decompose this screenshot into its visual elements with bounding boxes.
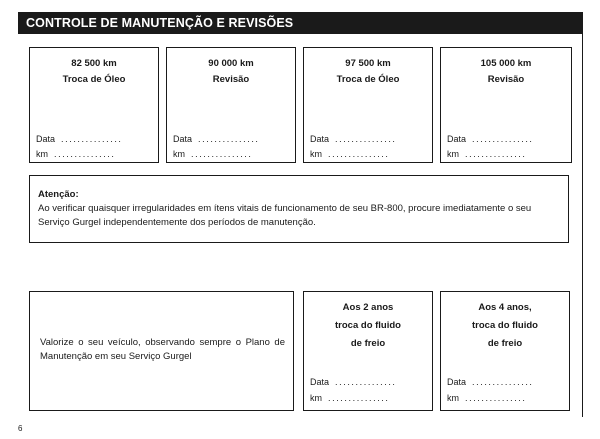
- km-field: [310, 149, 390, 159]
- date-field: [447, 134, 534, 144]
- km-blank: ...............: [465, 149, 527, 159]
- km-blank: ...............: [465, 393, 527, 403]
- card-km: 105 000 km: [480, 58, 532, 69]
- maintenance-card: [303, 47, 433, 163]
- km-field: [447, 393, 527, 403]
- maintenance-card: [29, 47, 159, 163]
- maintenance-card: [166, 47, 296, 163]
- card-line-3: de freio: [350, 338, 386, 349]
- km-label: km: [447, 149, 459, 159]
- card-service: Troca de Óleo: [336, 74, 400, 85]
- date-label: Data: [310, 134, 330, 144]
- date-blank: ...............: [472, 134, 534, 144]
- notice-body: Ao verificar quaisquer irregularidades em ítens vitais de funcionamento de seu BR-800, procure imediatamente o seu Serviço Gurgel independentemente dos períodos de manutenção.: [38, 203, 532, 228]
- date-field: [310, 377, 397, 387]
- km-label: km: [36, 149, 48, 159]
- page-header: [18, 12, 583, 34]
- date-blank: ...............: [61, 134, 123, 144]
- card-line-2: troca do fluido: [335, 320, 401, 331]
- km-blank: ...............: [328, 393, 390, 403]
- date-label: Data: [173, 134, 193, 144]
- card-line-1: Aos 2 anos: [342, 302, 394, 313]
- tip-text: Valorize o seu veículo, observando sempre o Plano de Manutenção em seu Serviço Gurgel: [40, 337, 285, 362]
- date-blank: ...............: [472, 377, 534, 387]
- card-km: 97 500 km: [345, 58, 391, 69]
- km-field: [447, 149, 527, 159]
- card-line-3: de freio: [487, 338, 523, 349]
- date-label: Data: [447, 134, 467, 144]
- km-label: km: [310, 149, 322, 159]
- date-field: [310, 134, 397, 144]
- notice-title: Atenção:: [38, 189, 79, 200]
- tip-box: [29, 291, 294, 411]
- date-blank: ...............: [198, 134, 260, 144]
- km-field: [36, 149, 116, 159]
- card-service: Revisão: [487, 74, 525, 85]
- date-blank: ...............: [335, 134, 397, 144]
- km-blank: ...............: [328, 149, 390, 159]
- notice-box: [29, 175, 569, 243]
- card-line-2: troca do fluido: [472, 320, 538, 331]
- date-field: [447, 377, 534, 387]
- maintenance-card: [440, 47, 572, 163]
- card-km: 90 000 km: [208, 58, 254, 69]
- card-service: Revisão: [212, 74, 250, 85]
- brake-fluid-card: [440, 291, 570, 411]
- date-label: Data: [310, 377, 330, 387]
- date-field: [36, 134, 123, 144]
- brake-fluid-card: [303, 291, 433, 411]
- card-line-1: Aos 4 anos,: [478, 302, 532, 313]
- card-km: 82 500 km: [71, 58, 117, 69]
- date-label: Data: [447, 377, 467, 387]
- date-field: [173, 134, 260, 144]
- km-label: km: [173, 149, 185, 159]
- km-field: [310, 393, 390, 403]
- date-label: Data: [36, 134, 56, 144]
- page-number: 6: [18, 424, 23, 433]
- km-blank: ...............: [54, 149, 116, 159]
- km-field: [173, 149, 253, 159]
- km-blank: ...............: [191, 149, 253, 159]
- km-label: km: [310, 393, 322, 403]
- km-label: km: [447, 393, 459, 403]
- page-title: CONTROLE DE MANUTENÇÃO E REVISÕES: [26, 16, 294, 30]
- card-service: Troca de Óleo: [62, 74, 126, 85]
- date-blank: ...............: [335, 377, 397, 387]
